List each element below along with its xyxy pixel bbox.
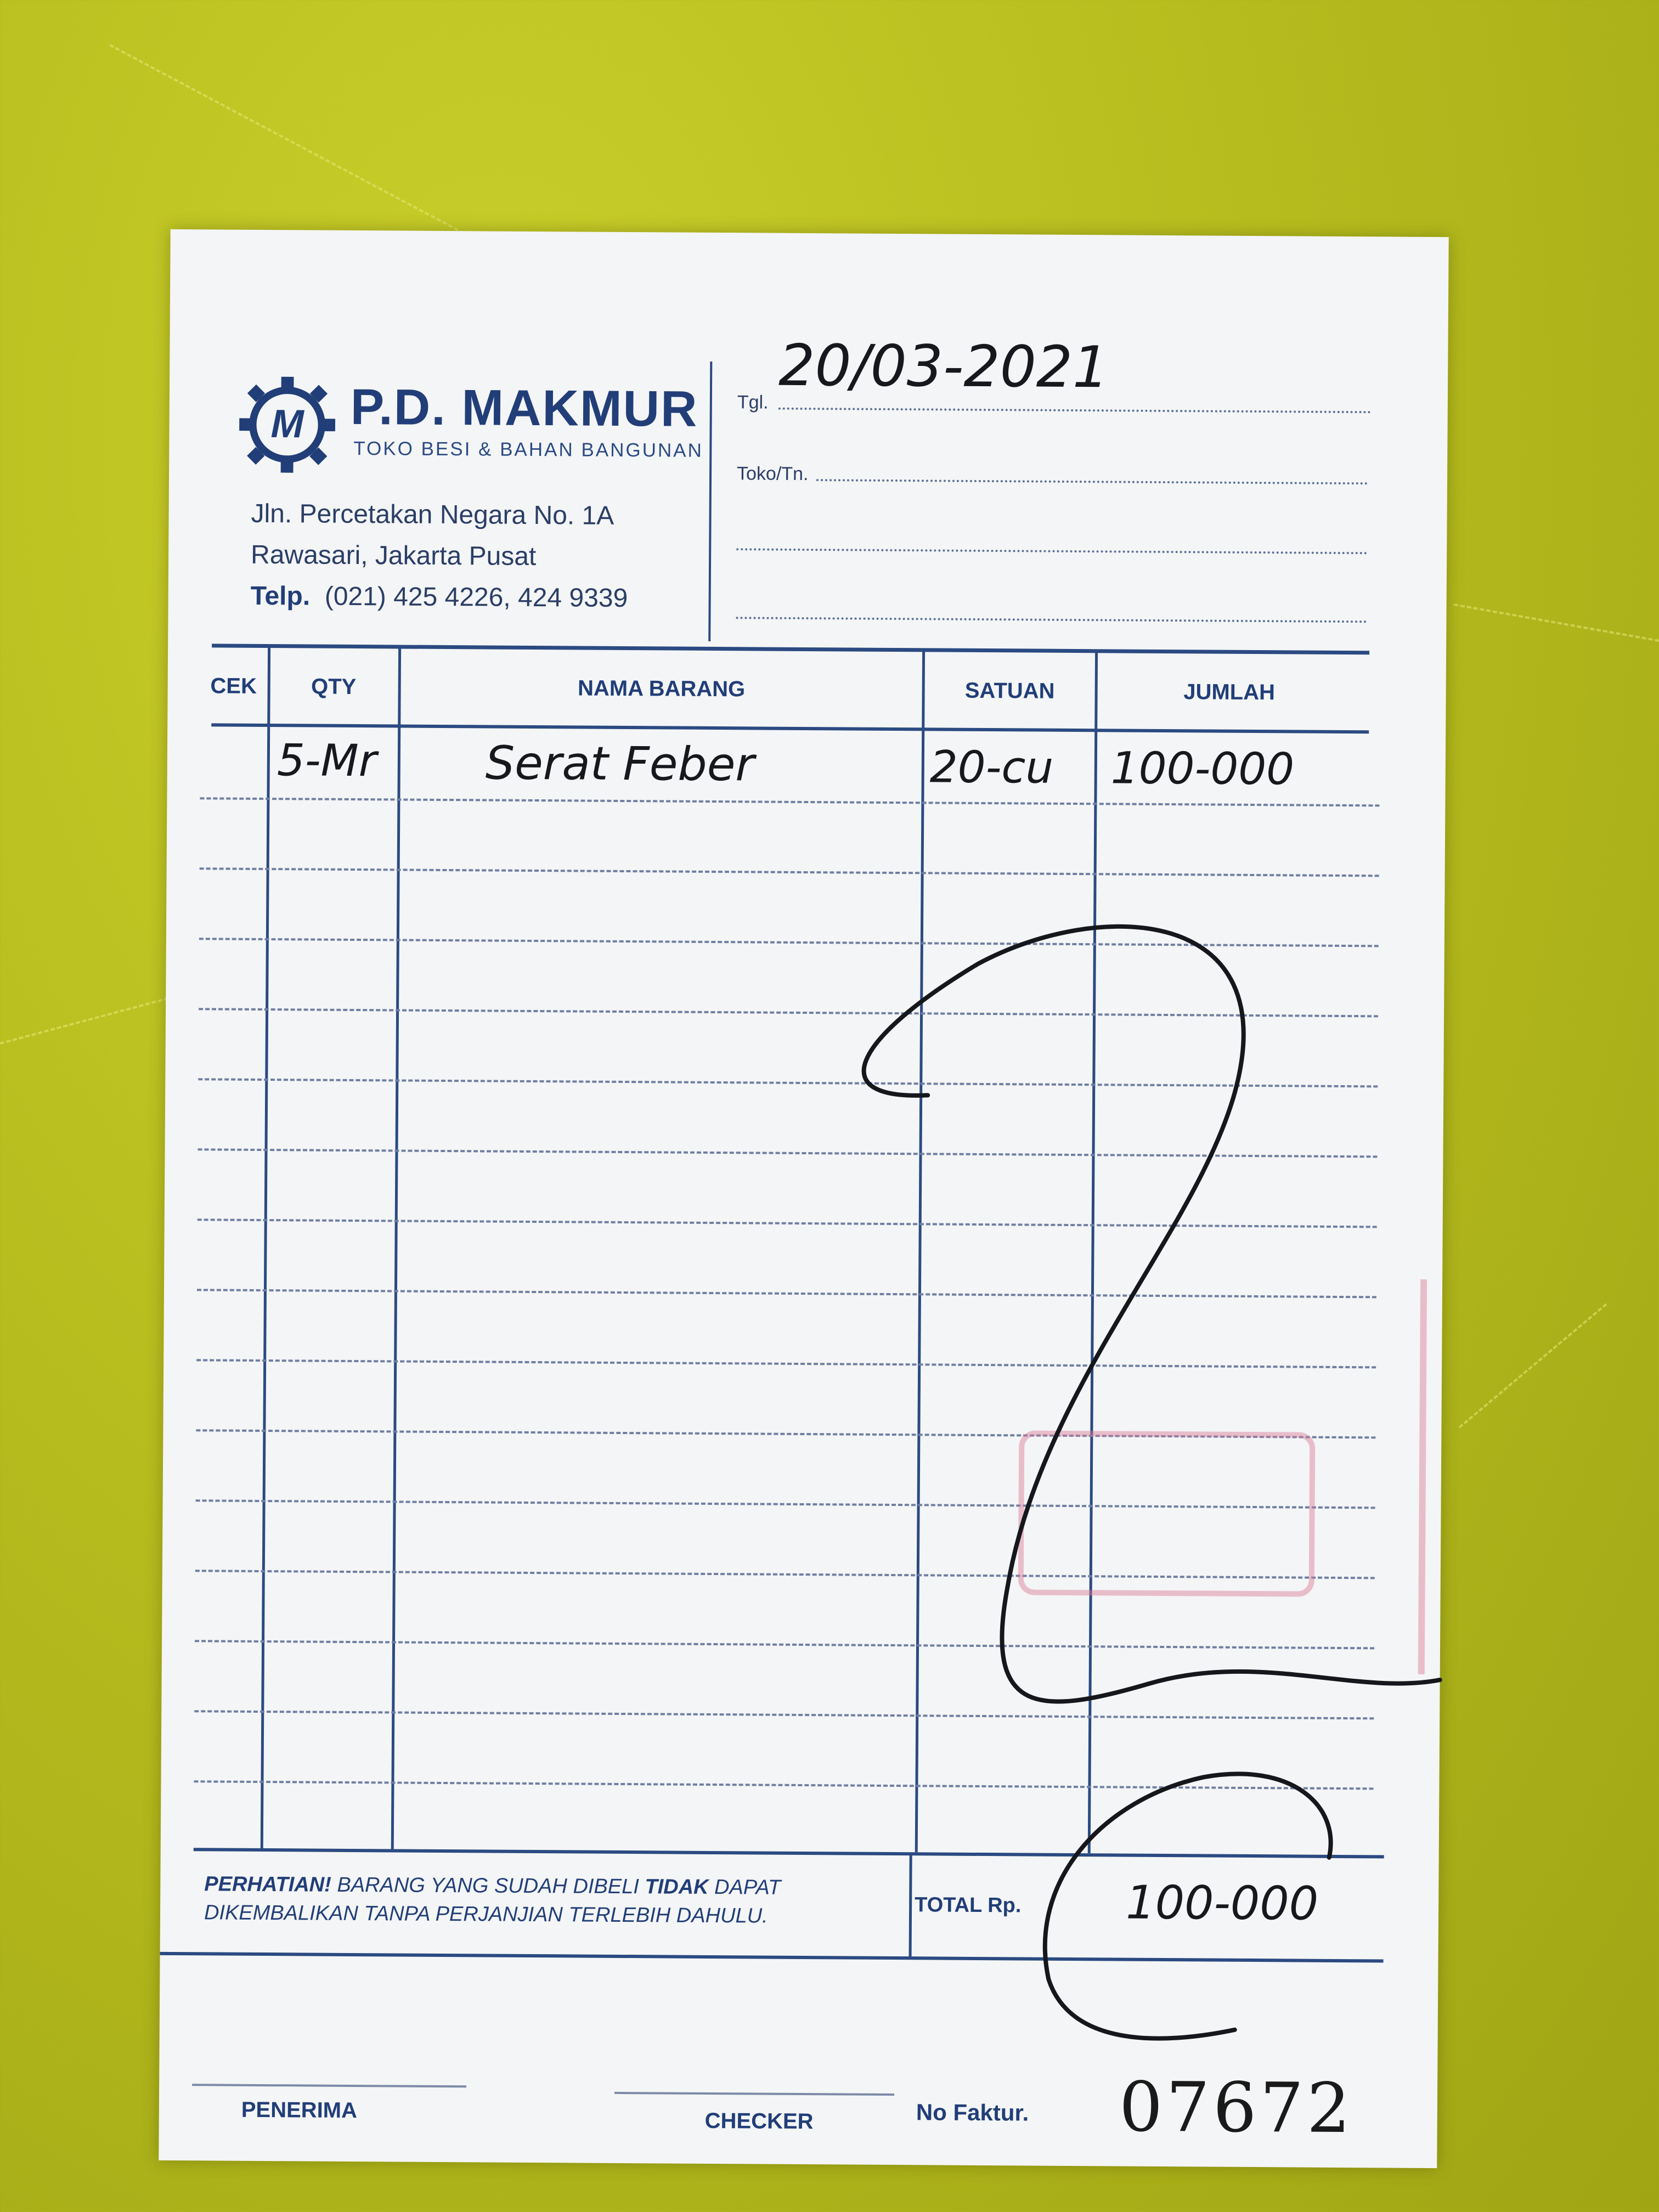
company-tagline: TOKO BESI & BAHAN BANGUNAN (353, 437, 703, 461)
col-header-cek: CEK (210, 674, 257, 698)
date-value: 20/03-2021 (778, 331, 1109, 401)
phone-label: Telp. (250, 581, 311, 611)
row-qty: 5-Mr (276, 735, 377, 787)
logo-letter: M (270, 402, 304, 447)
notice-text-end: DAPAT (708, 1875, 781, 1899)
fabric-stitch (1454, 603, 1659, 642)
total-value: 100-000 (1125, 1875, 1319, 1931)
notice-line-2: DIKEMBALIKAN TANPA PERJANJIAN TERLEBIH DAHULU. (204, 1901, 768, 1928)
handwritten-signature (159, 229, 1448, 2168)
total-label: TOTAL Rp. (915, 1893, 1022, 1917)
col-header-qty: QTY (311, 674, 357, 699)
fabric-stitch (0, 996, 175, 1045)
address-line-1: Jln. Percetakan Negara No. 1A (251, 499, 614, 531)
row-jumlah: 100-000 (1110, 742, 1295, 795)
col-header-satuan: SATUAN (964, 678, 1055, 703)
invoice-number: 07672 (1119, 2067, 1354, 2149)
company-name: P.D. MAKMUR (350, 379, 698, 437)
phone-number: (021) 425 4226, 424 9339 (324, 582, 628, 613)
notice-emphasis: PERHATIAN! (204, 1872, 331, 1897)
notice-text: BARANG YANG SUDAH DIBELI (331, 1873, 645, 1899)
receipt-paper (159, 229, 1448, 2168)
customer-label: Toko/Tn. (736, 463, 809, 485)
date-label: Tgl. (737, 392, 769, 413)
col-header-nama-barang: NAMA BARANG (577, 676, 746, 702)
checker-label: CHECKER (704, 2108, 814, 2134)
col-header-jumlah: JUMLAH (1183, 680, 1276, 705)
fabric-stitch (1459, 1303, 1607, 1428)
receiver-label: PENERIMA (241, 2097, 358, 2123)
row-satuan: 20-cu (929, 741, 1054, 793)
address-line-2: Rawasari, Jakarta Pusat (250, 540, 537, 571)
notice-emphasis-tidak: TIDAK (645, 1875, 709, 1899)
row-nama-barang: Serat Feber (485, 736, 755, 792)
invoice-label: No Faktur. (916, 2099, 1029, 2126)
